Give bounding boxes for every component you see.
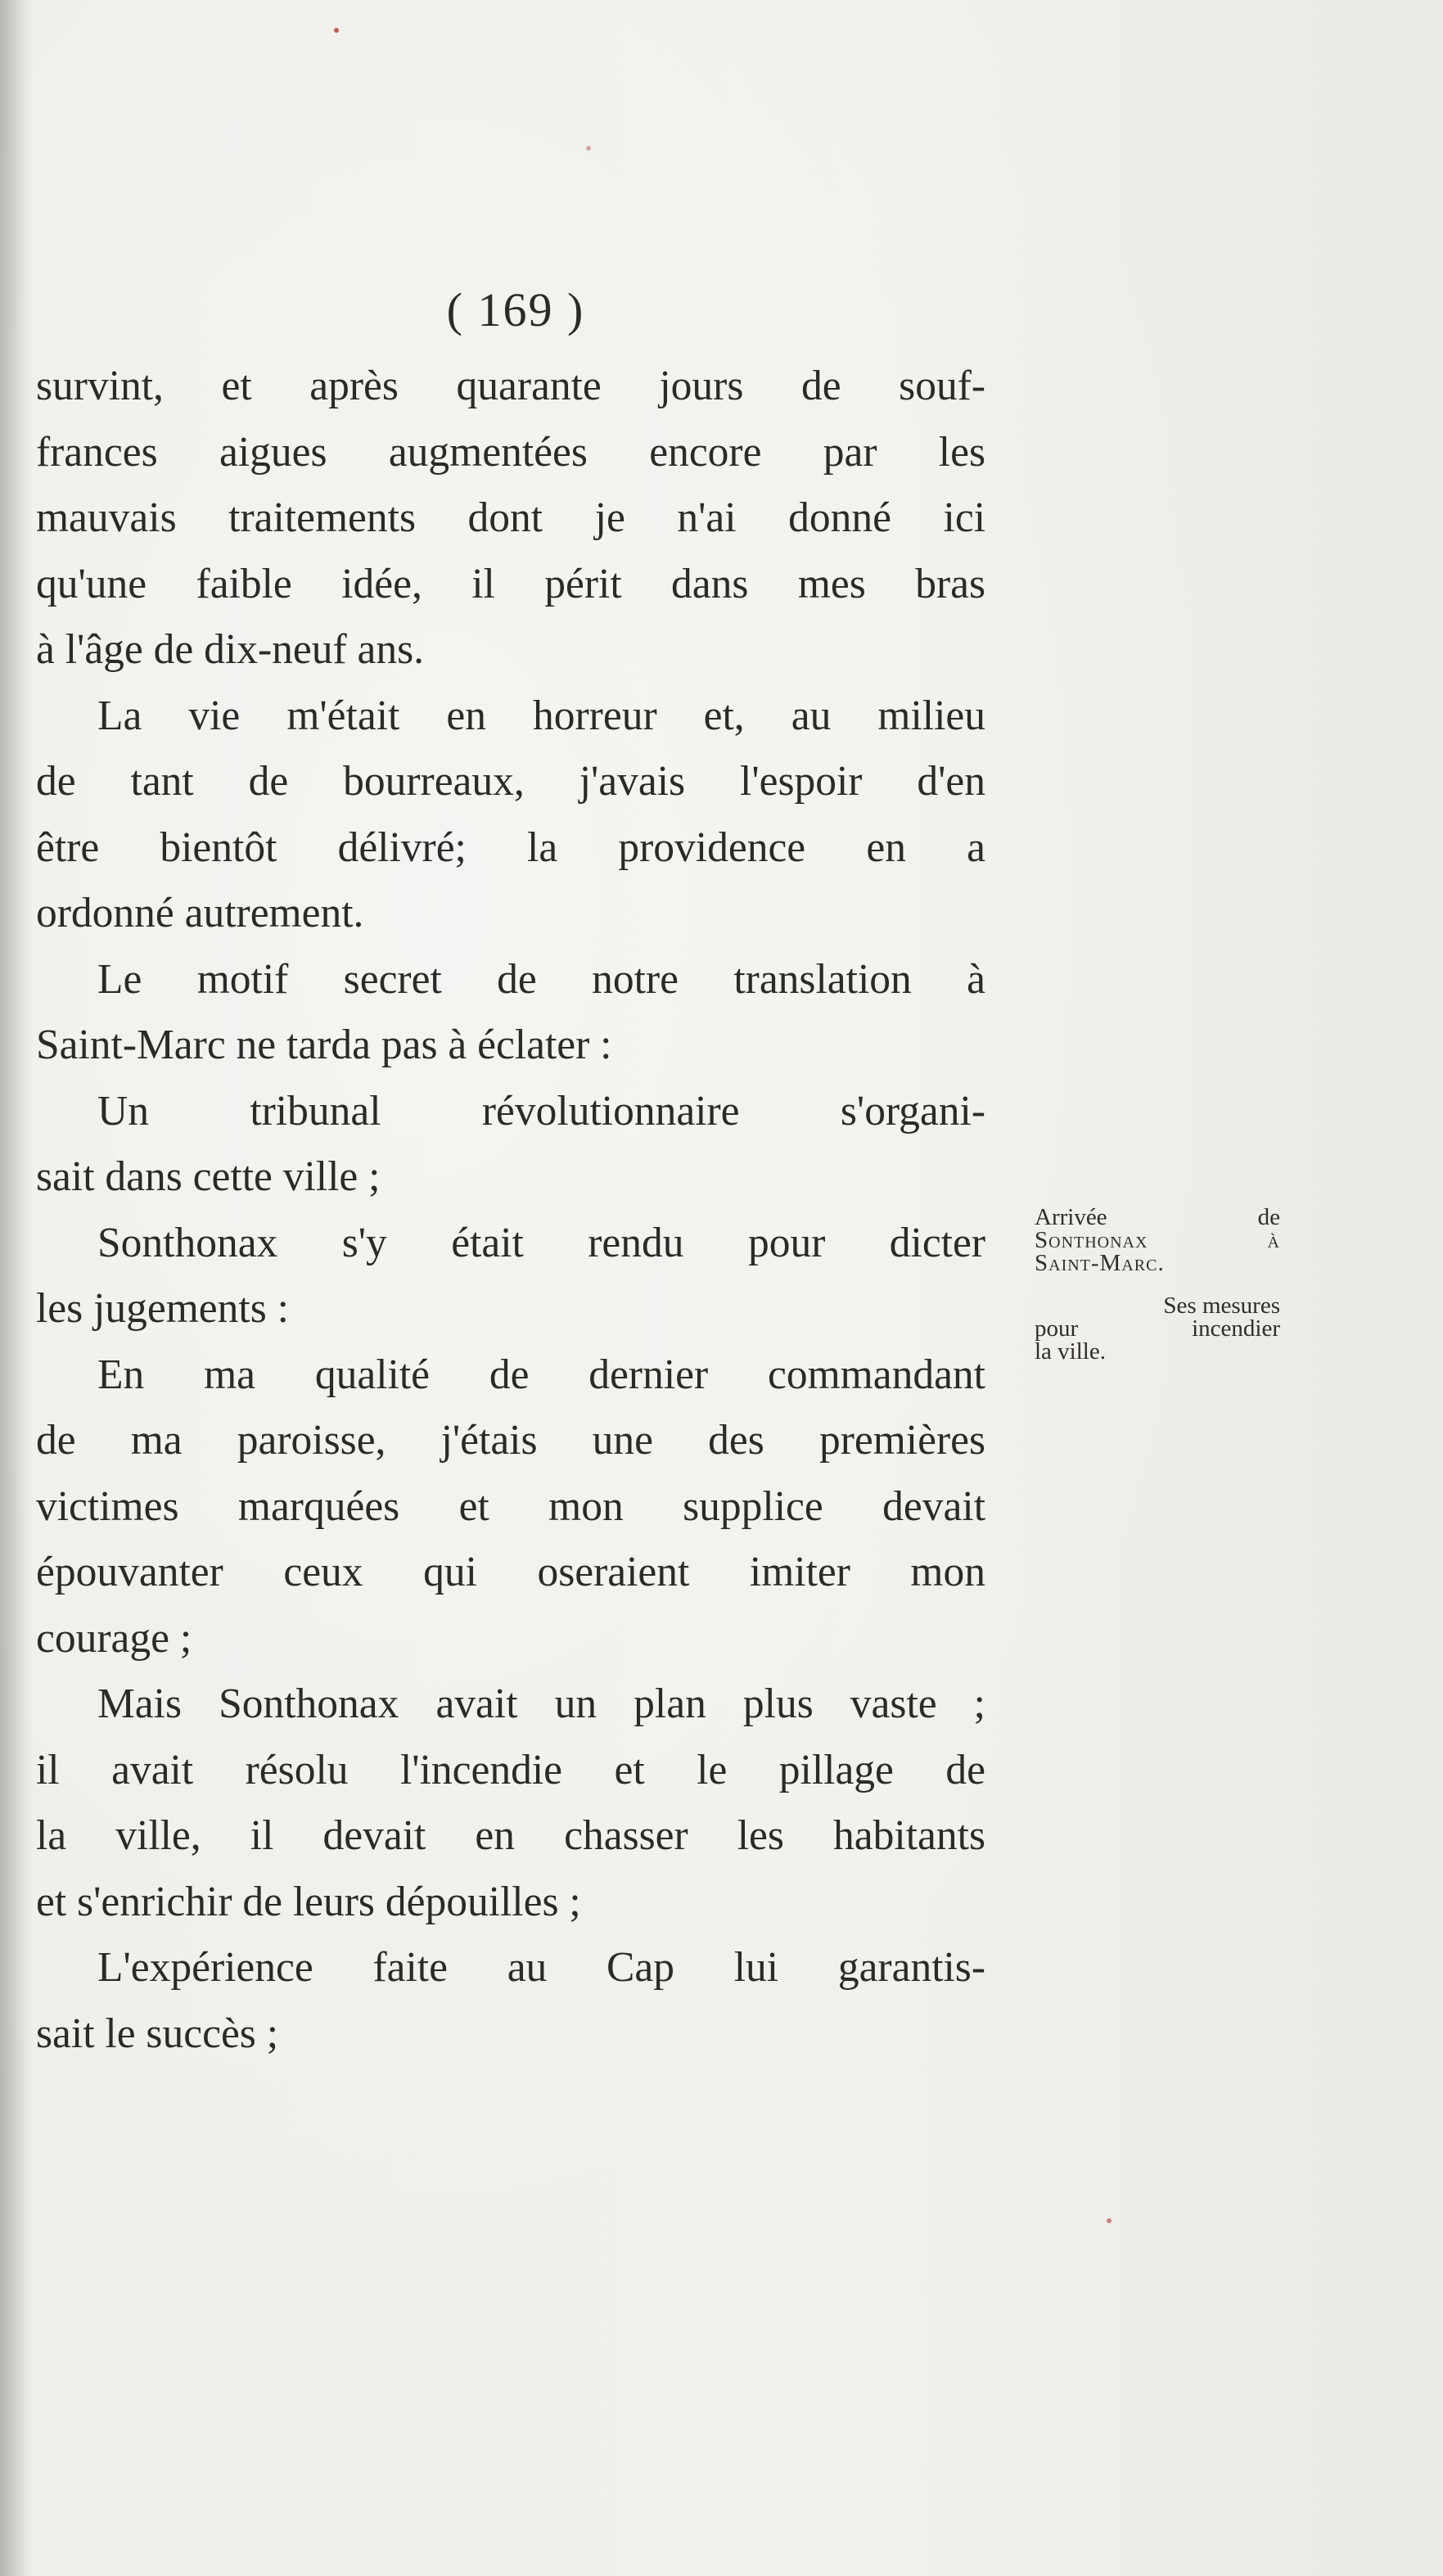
text-line: Mais Sonthonax avait un plan plus vaste ; <box>97 1680 985 1727</box>
text-line: survint, et après quarante jours de souf- <box>36 363 985 409</box>
text-line: être bientôt délivré; la providence en a <box>36 823 985 871</box>
body-text <box>36 354 985 2067</box>
margin-note-line: Sonthonax à <box>1035 1227 1280 1253</box>
margin-note-line: Ses mesures <box>1163 1293 1280 1319</box>
text-line: victimes marquées et mon supplice devait <box>36 1482 985 1530</box>
text-line: qu'une faible idée, il périt dans mes bras <box>36 560 985 607</box>
text-line: mauvais traitements dont je n'ai donné ici <box>36 494 985 541</box>
text-line: la ville, il devait en chasser les habitants <box>36 1812 985 1859</box>
text-line: et s'enrichir de leurs dépouilles ; <box>36 1878 581 1925</box>
paper-speck <box>334 28 339 33</box>
text-line: Saint-Marc ne tarda pas à éclater : <box>36 1022 612 1068</box>
text-line: Sonthonax s'y était rendu pour dicter <box>97 1219 985 1266</box>
margin-note-line: pour incendier <box>1035 1315 1280 1342</box>
margin-note-line: la ville. <box>1035 1338 1106 1365</box>
text-line: frances aigues augmentées encore par les <box>36 428 985 476</box>
text-line: courage ; <box>36 1614 192 1662</box>
paper-speck <box>586 146 591 151</box>
margin-note-line: Arrivée de <box>1035 1204 1280 1230</box>
text-line: sait le succès ; <box>36 2010 279 2057</box>
text-line: ordonné autrement. <box>36 890 364 936</box>
text-line: de ma paroisse, j'étais une des premières <box>36 1417 985 1464</box>
text-line: les jugements : <box>36 1285 289 1332</box>
text-line: Un tribunal révolutionnaire s'organi- <box>97 1087 985 1135</box>
text-line: sait dans cette ville ; <box>36 1153 381 1200</box>
text-line: L'expérience faite au Cap lui garantis- <box>97 1944 985 1991</box>
paper-speck <box>1107 2218 1112 2223</box>
text-line: il avait résolu l'incendie et le pillage de <box>36 1746 985 1793</box>
margin-note-line: Saint-Marc. <box>1035 1250 1165 1276</box>
text-line: de tant de bourreaux, j'avais l'espoir d'en <box>36 758 985 805</box>
text-line: à l'âge de dix-neuf ans. <box>36 626 425 673</box>
gutter-shadow <box>0 0 33 2576</box>
margin-note <box>1035 1206 1280 1363</box>
text-line: Le motif secret de notre translation à <box>97 955 985 1003</box>
text-line: La vie m'était en horreur et, au milieu <box>97 692 985 739</box>
text-line: épouvanter ceux qui oseraient imiter mon <box>36 1549 985 1595</box>
page-number: ( 169 ) <box>446 283 585 336</box>
text-line: En ma qualité de dernier commandant <box>97 1351 985 1398</box>
